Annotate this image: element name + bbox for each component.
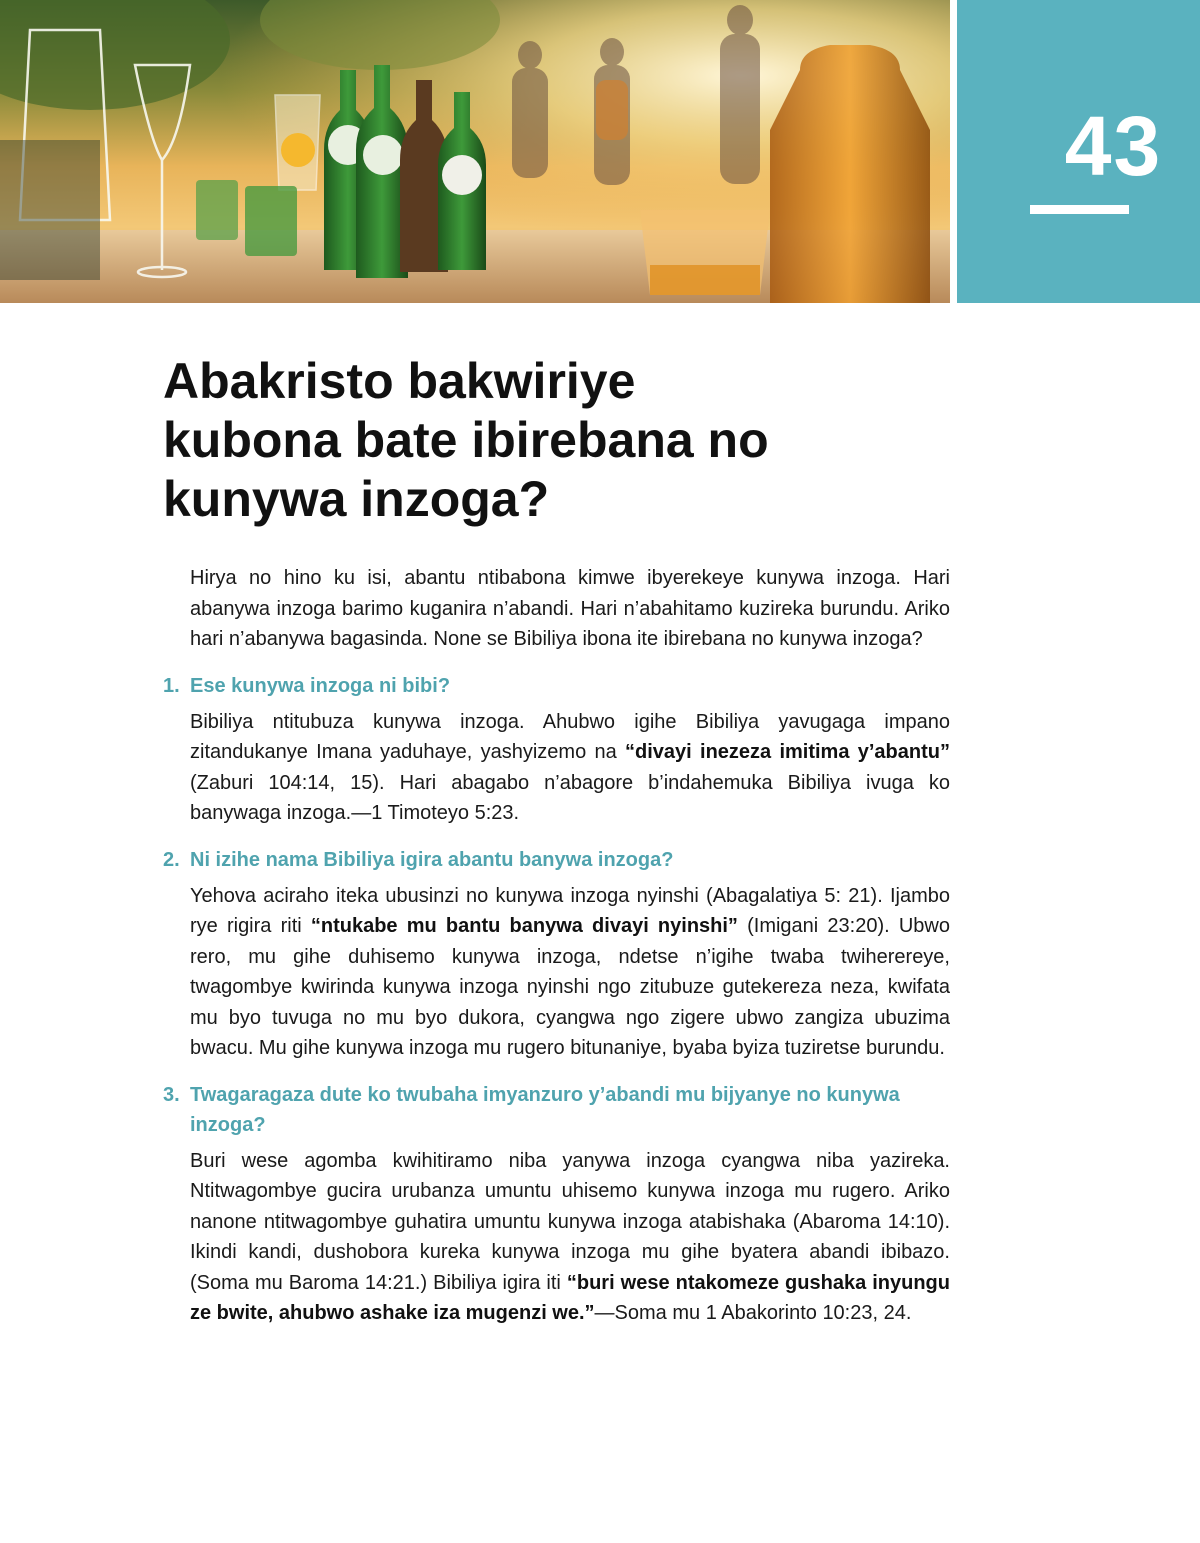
answer-paragraph	[190, 1146, 950, 1329]
question-number: 1.	[163, 674, 180, 697]
question-number: 3.	[163, 1083, 180, 1106]
section-1	[163, 671, 950, 829]
answer-text: —Soma mu 1 Abakorinto 10:23, 24.	[594, 1302, 912, 1324]
intro-paragraph: Hirya no hino ku isi, abantu ntibabona kimwe ibyerekeye kunywa inzoga. Hari abanywa inzoga barimo kuganira n’abandi. Hari n’abahitamo kuzireka burundu. Ariko hari n’abanywa bagasinda. None se Bibiliya ibona ite ibirebana no kunywa inzoga?	[190, 567, 950, 650]
scripture-quote: “buri wese ntakomeze gushaka inyungu ze bwite, ahubwo ashake iza mugenzi we.”	[190, 1271, 950, 1324]
answer-text: (Zaburi 104:14, 15). Hari abagabo n’abagore b’indahemuka Bibiliya ivuga ko banywaga inzoga.—1 Timoteyo 5:23.	[190, 771, 950, 824]
drinks-table-illustration	[0, 0, 950, 303]
answer-text: Buri wese agomba kwihitiramo niba yanywa inzoga cyangwa niba yazireka. Ntitwagombye gucira urubanza umuntu uhisemo kunywa inzoga mu rugero. Ariko nanone ntitwagombye guhatira umuntu kunywa inzoga atabishaka (Abaroma 14:10). Ikindi kandi, dushobora kureka kunywa inzoga mu gihe byatera abandi ibibazo. (Soma mu Baroma 14:21.) Bibiliya igira iti	[190, 1149, 950, 1294]
chapter-number: 43	[1064, 99, 1163, 193]
hero-photo	[0, 0, 950, 303]
question-text: Twagaragaza dute ko twubaha imyanzuro y’abandi mu bijyanye no kunywa inzoga?	[190, 1083, 900, 1136]
question-heading	[163, 671, 950, 701]
answer-text: (Imigani 23:20). Ubwo rero, mu gihe duhisemo kunywa inzoga, ndetse n’igihe twaba twiherereye, twagombye kwirinda kunywa inzoga nyinshi ngo zitubuze gutekereza neza, kwifata mu byo tuvuga no mu byo dukora, cyangwa ngo zigere ubwo zangiza ubuzima bwacu. Mu gihe kunywa inzoga mu rugero bitunaniye, byaba byiza tuziretse burundu.	[190, 915, 950, 1059]
answer-text: Yehova aciraho iteka ubusinzi no kunywa inzoga nyinshi (Abagalatiya 5: 21). Ijambo rye rigira riti	[190, 884, 950, 937]
scripture-quote: “divayi inezeza imitima y’abantu”	[625, 741, 950, 763]
question-heading	[163, 1080, 950, 1140]
answer-paragraph	[190, 707, 950, 829]
question-text: Ni izihe nama Bibiliya igira abantu banywa inzoga?	[190, 848, 674, 871]
section-3	[163, 1080, 950, 1329]
chapter-number-underline	[1030, 205, 1129, 214]
article-body	[163, 563, 950, 1345]
question-text: Ese kunywa inzoga ni bibi?	[190, 674, 451, 697]
page-title: Abakristo bakwiriye kubona bate ibirebana no kunywa inzoga?	[163, 353, 769, 527]
section-2	[163, 845, 950, 1064]
question-number: 2.	[163, 848, 180, 871]
question-heading	[163, 845, 950, 875]
answer-text: Bibiliya ntitubuza kunywa inzoga. Ahubwo igihe Bibiliya yavugaga impano zitandukanye Imana yaduhaye, yashyizemo na	[190, 710, 950, 763]
scripture-quote: “ntukabe mu bantu banywa divayi nyinshi”	[310, 915, 738, 937]
answer-paragraph	[190, 881, 950, 1064]
